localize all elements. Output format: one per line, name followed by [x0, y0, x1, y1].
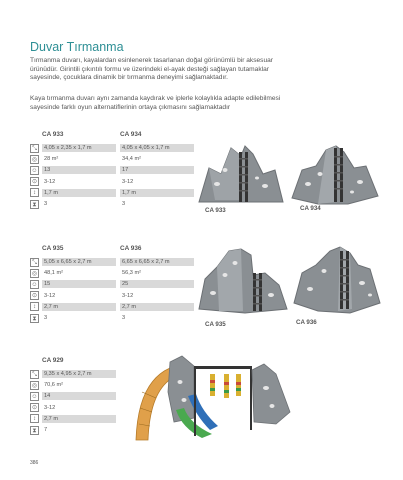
- spec-value: 7: [44, 427, 48, 433]
- model-code: CA 934: [120, 131, 142, 138]
- secondary-line: sayesinde farklı oyun alternatiflerinin ortaya çıkmasını sağlamaktadır: [30, 103, 231, 111]
- spec-value: 28 m²: [44, 156, 59, 163]
- users-icon: ☺: [31, 393, 38, 400]
- users-icon: ☺: [31, 167, 38, 174]
- spec-value: 2,7 m: [120, 303, 194, 311]
- spec-value: 3: [44, 315, 48, 321]
- dimensions-icon: ⤡: [30, 144, 39, 153]
- intro-paragraph: [30, 57, 315, 83]
- spec-value: 1,7 m: [120, 189, 194, 197]
- spec-value: 3-12: [44, 178, 56, 185]
- spec-value: 48,1 m²: [44, 270, 63, 277]
- model-code: CA 935: [42, 245, 64, 252]
- image-label: CA 934: [300, 205, 321, 212]
- fall-height-icon: ↕: [30, 302, 39, 311]
- fall-height-icon: ↕: [30, 414, 39, 423]
- spec-value: 25: [120, 280, 194, 288]
- age-icon: ⊙: [31, 179, 38, 186]
- spec-value: 9,35 x 4,95 x 2,7 m: [42, 370, 116, 378]
- intro-line: ürünüdür. Girintili çıkıntılı formu ve üzerindeki el-ayak desteği sağlayan tutamaklar: [30, 65, 269, 73]
- intro-line: sayesinde, çocuklara dinamik bir tırmanma deneyimi sağlamaktadır.: [30, 74, 228, 82]
- page-number: 386: [30, 460, 39, 466]
- spec-value: 5,05 x 6,65 x 2,7 m: [42, 258, 116, 266]
- ca-929-image: [130, 352, 295, 444]
- spec-value: 6,65 x 6,65 x 2,7 m: [120, 258, 194, 266]
- spec-value: 2,7 m: [42, 303, 116, 311]
- dimensions-icon: ⤡: [30, 370, 39, 379]
- spec-value: 3-12: [44, 404, 56, 411]
- spec-value: 3: [122, 201, 126, 207]
- spec-value: 4,05 x 2,35 x 1,7 m: [42, 144, 116, 152]
- spec-value: 56,3 m²: [122, 270, 141, 277]
- spec-value: 3: [44, 201, 48, 207]
- ca-935-image: [195, 245, 290, 315]
- spec-value: 70,6 m²: [44, 382, 63, 389]
- ca-936-image: [290, 243, 385, 315]
- secondary-paragraph: [30, 95, 315, 112]
- dimensions-icon: ⤡: [30, 258, 39, 267]
- install-time-icon: ⧗: [30, 426, 39, 435]
- model-code: CA 933: [42, 131, 64, 138]
- page-title: Duvar Tırmanma: [30, 40, 124, 54]
- age-icon: ⊙: [31, 405, 38, 412]
- users-icon: ☺: [31, 281, 38, 288]
- ca-933-image: [195, 140, 285, 208]
- ca-934-image: [288, 140, 383, 208]
- spec-value: 13: [42, 166, 116, 174]
- spec-value: 3-12: [122, 178, 134, 185]
- install-time-icon: ⧗: [30, 314, 39, 323]
- spec-value: 17: [120, 166, 194, 174]
- intro-line: Tırmanma duvarı, kayalardan esinlenerek tasarlanan doğal görünümlü bir aksesuar: [30, 57, 273, 64]
- area-icon: ◎: [31, 382, 38, 389]
- image-label: CA 935: [205, 321, 226, 328]
- spec-value: 3-12: [122, 292, 134, 299]
- spec-value: 3: [122, 315, 126, 321]
- secondary-line: Kaya tırmanma duvarı aynı zamanda kaydırak ve iplerle kolaylıkla adapte edilebilmesi: [30, 95, 281, 102]
- spec-value: 2,7 m: [42, 415, 116, 423]
- spec-value: 3-12: [44, 292, 56, 299]
- spec-value: 4,05 x 4,05 x 1,7 m: [120, 144, 194, 152]
- model-code: CA 929: [42, 357, 64, 364]
- image-label: CA 936: [296, 319, 317, 326]
- area-icon: ◎: [31, 156, 38, 163]
- image-label: CA 933: [205, 207, 226, 214]
- spec-value: 15: [42, 280, 116, 288]
- spec-value: 14: [42, 392, 116, 400]
- fall-height-icon: ↕: [30, 188, 39, 197]
- model-code: CA 936: [120, 245, 142, 252]
- spec-value: 34,4 m²: [122, 156, 141, 163]
- area-icon: ◎: [31, 270, 38, 277]
- spec-value: 1,7 m: [42, 189, 116, 197]
- age-icon: ⊙: [31, 293, 38, 300]
- install-time-icon: ⧗: [30, 200, 39, 209]
